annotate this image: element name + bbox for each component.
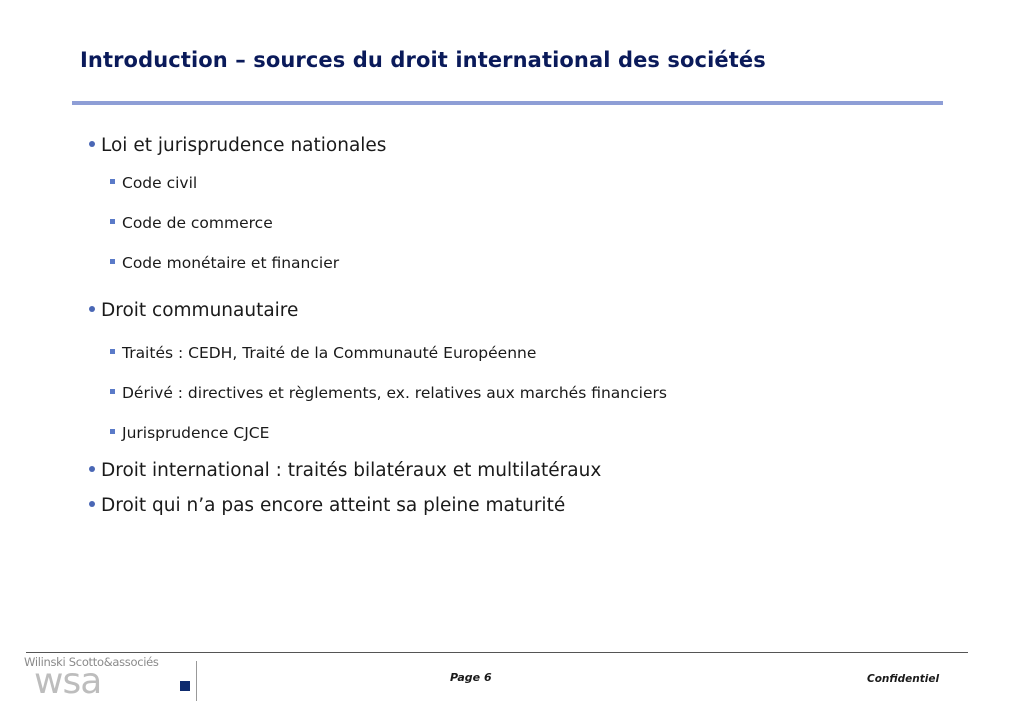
footer-divider <box>26 652 968 653</box>
page-number: Page 6 <box>450 671 492 684</box>
title-divider <box>72 101 943 105</box>
logo-name: Wilinski Scotto&associés <box>24 655 159 669</box>
sub-bullet-text: Code de commerce <box>122 214 273 232</box>
company-logo <box>24 655 199 705</box>
sub-bullet-text: Code civil <box>122 174 198 192</box>
square-bullet-icon <box>110 219 115 224</box>
bullet-item <box>89 495 565 516</box>
sub-bullet-text: Code monétaire et financier <box>122 254 340 272</box>
logo-mark: wsa <box>34 661 102 702</box>
square-bullet-icon <box>110 389 115 394</box>
bullet-text: Loi et jurisprudence nationales <box>101 135 387 156</box>
sub-bullet-text: Jurisprudence CJCE <box>122 424 270 442</box>
bullet-dot-icon <box>89 141 95 147</box>
square-bullet-icon <box>110 179 115 184</box>
bullet-item <box>89 460 601 481</box>
logo-square-icon <box>180 681 190 691</box>
confidential-label: Confidentiel <box>867 673 940 685</box>
sub-bullet-text: Traités : CEDH, Traité de la Communauté Européenne <box>122 344 537 362</box>
bullet-text: Droit international : traités bilatéraux et multilatéraux <box>101 460 602 481</box>
bullet-dot-icon <box>89 501 95 507</box>
slide-title: Introduction – sources du droit international des sociétés <box>80 48 766 72</box>
bullet-item <box>89 135 386 156</box>
sub-bullet-item <box>110 174 197 192</box>
sub-bullet-item <box>110 214 273 232</box>
square-bullet-icon <box>110 429 115 434</box>
bullet-dot-icon <box>89 306 95 312</box>
square-bullet-icon <box>110 349 115 354</box>
bullet-item <box>89 300 298 321</box>
bullet-text: Droit qui n’a pas encore atteint sa pleine maturité <box>101 495 566 516</box>
sub-bullet-item <box>110 254 339 272</box>
bullet-text: Droit communautaire <box>101 300 299 321</box>
square-bullet-icon <box>110 259 115 264</box>
sub-bullet-text: Dérivé : directives et règlements, ex. relatives aux marchés financiers <box>122 384 667 402</box>
logo-divider <box>196 661 197 701</box>
sub-bullet-item <box>110 384 667 402</box>
sub-bullet-item <box>110 424 269 442</box>
sub-bullet-item <box>110 344 536 362</box>
bullet-dot-icon <box>89 466 95 472</box>
